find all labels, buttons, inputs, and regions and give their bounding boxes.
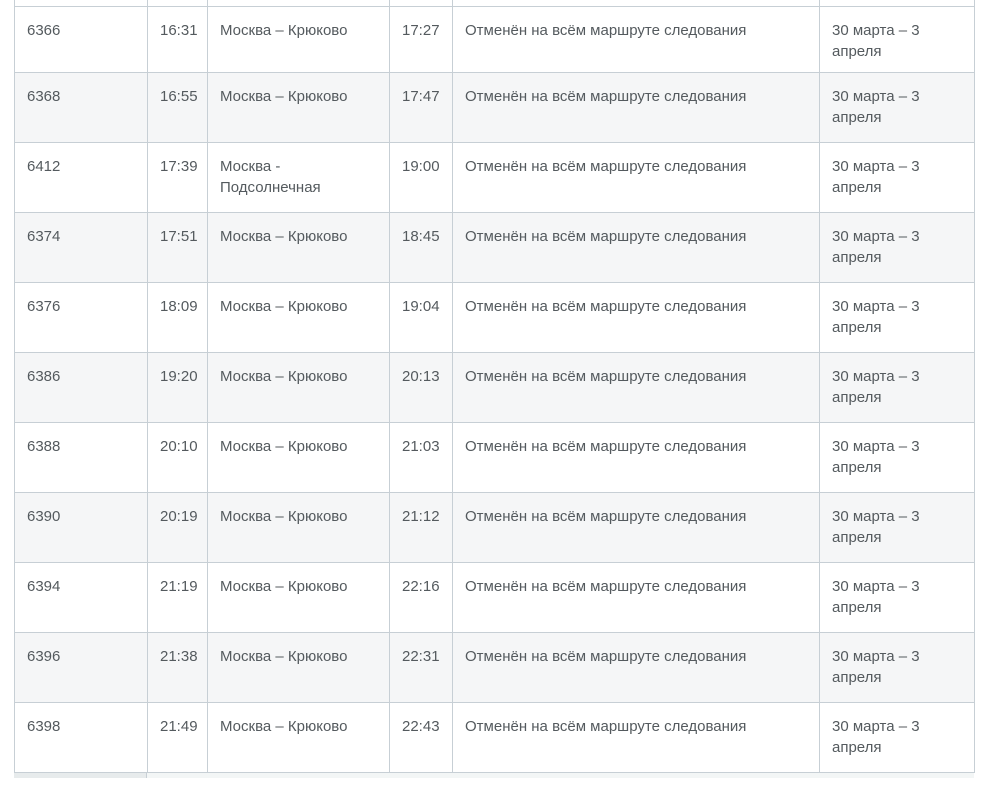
route-cell: Москва - Подсолнечная (208, 142, 390, 212)
table-row (15, 492, 975, 562)
departure-time-cell: 21:49 (148, 702, 208, 772)
route-cell: Москва – Крюково (208, 282, 390, 352)
dates-cell: 30 марта – 3 апреля (820, 352, 975, 422)
table-row (15, 212, 975, 282)
dates-cell: 30 марта – 3 апреля (820, 212, 975, 282)
route-cell: Москва – Крюково (208, 422, 390, 492)
status-cell: Отменён на всём маршруте следования (453, 492, 820, 562)
route-cell: Москва – Крюково (208, 492, 390, 562)
status-cell: Отменён на всём маршруте следования (453, 702, 820, 772)
arrival-time-cell: 21:12 (390, 492, 453, 562)
departure-time-cell: 17:39 (148, 142, 208, 212)
status-cell: Отменён на всём маршруте следования (453, 72, 820, 142)
train-number-cell: 6386 (15, 352, 148, 422)
route-cell: Москва – Крюково (208, 212, 390, 282)
departure-time-cell: 18:09 (148, 282, 208, 352)
train-number-cell: 6390 (15, 492, 148, 562)
train-cancellations-section (14, 0, 974, 778)
arrival-time-cell: 21:03 (390, 422, 453, 492)
arrival-time-cell: 20:13 (390, 352, 453, 422)
dates-cell: 30 марта – 3 апреля (820, 282, 975, 352)
route-cell: Москва – Крюково (208, 6, 390, 72)
train-number-cell: 6374 (15, 212, 148, 282)
table-row (15, 6, 975, 72)
table-row (15, 72, 975, 142)
arrival-time-cell: 19:00 (390, 142, 453, 212)
arrival-time-cell: 17:47 (390, 72, 453, 142)
departure-time-cell: 16:31 (148, 6, 208, 72)
table-row (15, 702, 975, 772)
partial-next-row-rest (147, 773, 974, 778)
dates-cell: 30 марта – 3 апреля (820, 702, 975, 772)
train-number-cell: 6368 (15, 72, 148, 142)
partial-next-row (14, 773, 974, 778)
arrival-time-cell: 19:04 (390, 282, 453, 352)
route-cell: Москва – Крюково (208, 72, 390, 142)
train-cancellations-table (14, 0, 975, 773)
route-cell: Москва – Крюково (208, 632, 390, 702)
route-cell: Москва – Крюково (208, 562, 390, 632)
arrival-time-cell: 22:16 (390, 562, 453, 632)
dates-cell: 30 марта – 3 апреля (820, 492, 975, 562)
train-number-cell: 6398 (15, 702, 148, 772)
dates-cell: 30 марта – 3 апреля (820, 562, 975, 632)
dates-cell: 30 марта – 3 апреля (820, 6, 975, 72)
arrival-time-cell: 22:43 (390, 702, 453, 772)
status-cell: Отменён на всём маршруте следования (453, 282, 820, 352)
dates-cell: 30 марта – 3 апреля (820, 72, 975, 142)
departure-time-cell: 20:10 (148, 422, 208, 492)
train-number-cell: 6412 (15, 142, 148, 212)
train-number-cell: 6396 (15, 632, 148, 702)
train-number-cell: 6366 (15, 6, 148, 72)
status-cell: Отменён на всём маршруте следования (453, 422, 820, 492)
dates-cell: 30 марта – 3 апреля (820, 142, 975, 212)
status-cell: Отменён на всём маршруте следования (453, 352, 820, 422)
status-cell: Отменён на всём маршруте следования (453, 142, 820, 212)
route-cell: Москва – Крюково (208, 702, 390, 772)
departure-time-cell: 21:38 (148, 632, 208, 702)
arrival-time-cell: 22:31 (390, 632, 453, 702)
table-row (15, 142, 975, 212)
dates-cell: 30 марта – 3 апреля (820, 632, 975, 702)
departure-time-cell: 20:19 (148, 492, 208, 562)
train-number-cell: 6394 (15, 562, 148, 632)
table-row (15, 422, 975, 492)
departure-time-cell: 21:19 (148, 562, 208, 632)
departure-time-cell: 19:20 (148, 352, 208, 422)
arrival-time-cell: 17:27 (390, 6, 453, 72)
table-row (15, 282, 975, 352)
train-number-cell: 6376 (15, 282, 148, 352)
table-row (15, 352, 975, 422)
status-cell: Отменён на всём маршруте следования (453, 632, 820, 702)
dates-cell: 30 марта – 3 апреля (820, 422, 975, 492)
route-cell: Москва – Крюково (208, 352, 390, 422)
status-cell: Отменён на всём маршруте следования (453, 562, 820, 632)
table-row (15, 562, 975, 632)
departure-time-cell: 16:55 (148, 72, 208, 142)
table-row (15, 632, 975, 702)
partial-next-row-first-cell (14, 773, 147, 778)
arrival-time-cell: 18:45 (390, 212, 453, 282)
status-cell: Отменён на всём маршруте следования (453, 6, 820, 72)
departure-time-cell: 17:51 (148, 212, 208, 282)
train-number-cell: 6388 (15, 422, 148, 492)
status-cell: Отменён на всём маршруте следования (453, 212, 820, 282)
